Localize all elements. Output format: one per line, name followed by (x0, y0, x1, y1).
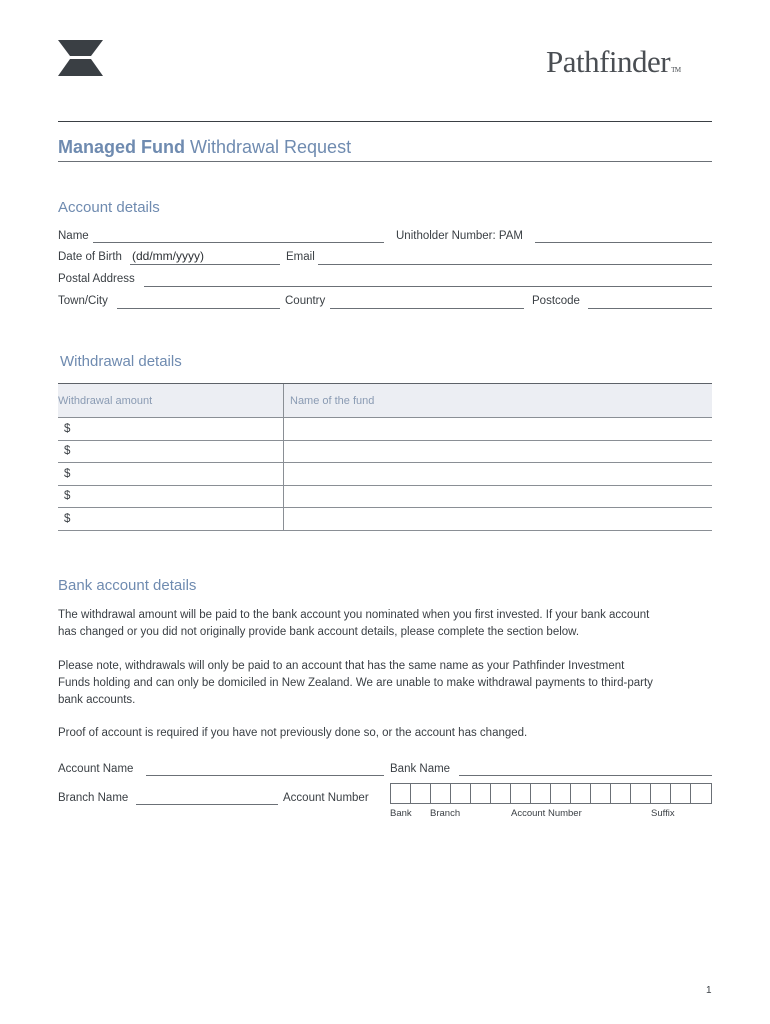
dob-hint: (dd/mm/yyyy) (132, 249, 204, 263)
brand-name (546, 44, 681, 80)
fund-cell[interactable] (284, 418, 712, 440)
page-number: 1 (706, 985, 712, 996)
fund-cell[interactable] (284, 441, 712, 463)
digit-box[interactable] (471, 784, 491, 803)
amount-cell[interactable]: $ (58, 508, 284, 530)
brand-wordmark: Pathfinder (546, 44, 671, 79)
digit-box[interactable] (531, 784, 551, 803)
account-number-label: Account Number (283, 792, 369, 804)
postcode-field[interactable] (588, 308, 712, 309)
withdrawal-note-line: Funds holding and can only be domiciled in New Zealand. We are unable to make withdrawal payments to third-party (58, 677, 653, 689)
digit-box[interactable] (391, 784, 411, 803)
unitholder-field[interactable] (535, 242, 712, 243)
digit-box[interactable] (611, 784, 631, 803)
digit-box[interactable] (571, 784, 591, 803)
amount-cell[interactable]: $ (58, 463, 284, 485)
digit-box[interactable] (691, 784, 711, 803)
digit-box[interactable] (511, 784, 531, 803)
seg-label-suffix: Suffix (651, 808, 675, 819)
table-row (58, 418, 712, 441)
withdrawal-table (58, 383, 712, 531)
brand-trademark: TM (671, 66, 681, 74)
digit-box[interactable] (651, 784, 671, 803)
digit-box[interactable] (451, 784, 471, 803)
seg-label-branch: Branch (430, 808, 461, 819)
dob-label: Date of Birth (58, 251, 122, 263)
email-label: Email (286, 251, 315, 263)
withdrawal-details-heading: Withdrawal details (60, 353, 182, 370)
withdrawal-note-line: bank accounts. (58, 694, 136, 706)
postal-address-field[interactable] (144, 286, 712, 287)
col-fund-name: Name of the fund (290, 394, 375, 407)
pathfinder-logo-icon (58, 40, 103, 76)
title-divider (58, 161, 712, 162)
dob-field[interactable] (130, 264, 280, 265)
branch-name-label: Branch Name (58, 792, 129, 804)
digit-box[interactable] (551, 784, 571, 803)
name-field[interactable] (93, 242, 384, 243)
page-title (58, 137, 351, 158)
account-name-field[interactable] (146, 775, 384, 776)
table-row (58, 508, 712, 531)
branch-name-field[interactable] (136, 804, 278, 805)
digit-box[interactable] (591, 784, 611, 803)
table-row (58, 486, 712, 509)
withdrawal-table-header (58, 384, 712, 418)
digit-box[interactable] (411, 784, 431, 803)
amount-cell[interactable]: $ (58, 441, 284, 463)
proof-note: Proof of account is required if you have not previously done so, or the account has changed. (58, 727, 528, 739)
bank-name-field[interactable] (459, 775, 712, 776)
digit-box[interactable] (631, 784, 651, 803)
withdrawal-note-line: Please note, withdrawals will only be paid to an account that has the same name as your Pathfinder Investment (58, 660, 625, 672)
account-number-boxes[interactable] (390, 783, 712, 804)
bank-details-heading: Bank account details (58, 577, 197, 594)
table-row (58, 463, 712, 486)
page-title-rest: Withdrawal Request (185, 137, 352, 157)
name-label: Name (58, 230, 89, 242)
bank-info-paragraph (58, 607, 708, 641)
email-field[interactable] (318, 264, 712, 265)
fund-cell[interactable] (284, 486, 712, 508)
postcode-label: Postcode (532, 295, 580, 307)
account-details-heading: Account details (58, 199, 160, 216)
table-row (58, 441, 712, 464)
town-field[interactable] (117, 308, 280, 309)
bank-name-label: Bank Name (390, 763, 451, 775)
digit-box[interactable] (491, 784, 511, 803)
header-divider (58, 121, 712, 122)
withdrawal-note-paragraph (58, 658, 708, 709)
fund-cell[interactable] (284, 463, 712, 485)
country-field[interactable] (330, 308, 524, 309)
digit-box[interactable] (431, 784, 451, 803)
amount-cell[interactable]: $ (58, 418, 284, 440)
unitholder-label: Unitholder Number: PAM (396, 230, 523, 242)
amount-cell[interactable]: $ (58, 486, 284, 508)
col-withdrawal-amount: Withdrawal amount (58, 384, 284, 417)
fund-cell[interactable] (284, 508, 712, 530)
postal-address-label: Postal Address (58, 273, 135, 285)
seg-label-bank: Bank (390, 808, 412, 819)
country-label: Country (285, 295, 326, 307)
bank-info-line: has changed or you did not originally provide bank account details, please complete the section below. (58, 626, 580, 638)
bank-info-line: The withdrawal amount will be paid to the bank account you nominated when you first invested. If your bank account (58, 609, 650, 621)
seg-label-account-number: Account Number (511, 808, 582, 819)
page-title-bold: Managed Fund (58, 137, 185, 157)
digit-box[interactable] (671, 784, 691, 803)
account-name-label: Account Name (58, 763, 134, 775)
town-label: Town/City (58, 295, 108, 307)
